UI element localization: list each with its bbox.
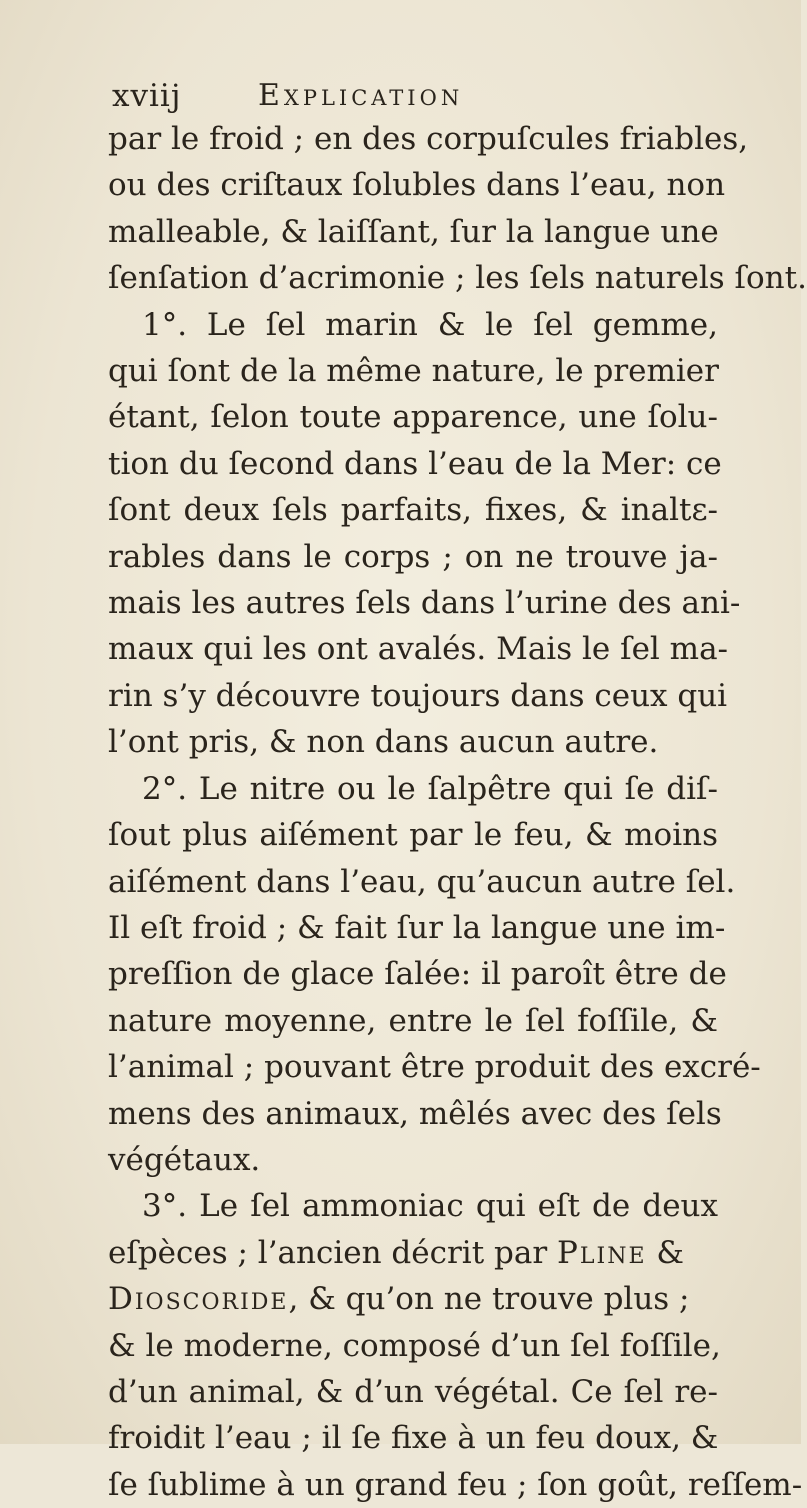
text-line: nature moyenne, entre le ſel foſſile, & (108, 1002, 718, 1039)
text-line: aiſément dans l’eau, qu’aucun autre ſel. (108, 863, 736, 900)
text-line: froidit l’eau ; il ſe fixe à un feu doux, & (108, 1420, 719, 1457)
text-line: 2°. Le nitre ou le ſalpêtre qui ſe diſ- (142, 770, 718, 807)
text-line: qui ſont de la même nature, le premier (108, 353, 719, 390)
text-line (108, 1230, 718, 1276)
text-line: & le moderne, composé d’un ſel foſſile, (108, 1327, 721, 1364)
text-line: maux qui les ont avalés. Mais le ſel ma- (108, 631, 729, 668)
text-line: par le froid ; en des corpuſcules friables, (108, 121, 749, 157)
text-line: 1°. Le ſel marin & le ſel gemme, (142, 306, 718, 343)
page-header (112, 76, 732, 116)
text-line: ſenſation d’acrimonie ; les ſels naturels ſont. (108, 260, 807, 297)
text-line: 3°. Le ſel ammoniac qui eſt de deux (142, 1188, 718, 1225)
text-line: l’ont pris, & non dans aucun autre. (108, 724, 659, 761)
text-fragment: eſpèces ; l’ancien décrit par (108, 1234, 548, 1271)
text-fragment: , & qu’on ne trouve plus ; (288, 1281, 690, 1318)
body-text (108, 116, 807, 1508)
text-line: végétaux. (108, 1141, 261, 1178)
text-line: mais les autres ſels dans l’urine des ani- (108, 585, 741, 622)
text-line: rin s’y découvre toujours dans ceux qui (108, 677, 728, 714)
text-line: l’animal ; pouvant être produit des excré- (108, 1049, 761, 1086)
text-line: ou des criſtaux ſolubles dans l’eau, non (108, 167, 726, 204)
text-line: tion du ſecond dans l’eau de la Mer: ce (108, 445, 722, 482)
text-fragment: & (656, 1234, 684, 1271)
running-title: Explication (258, 78, 464, 113)
text-line: d’un animal, & d’un végétal. Ce ſel re- (108, 1373, 718, 1410)
text-line: malleable, & laiſſant, ſur la langue une (108, 213, 719, 250)
author-name: Pline (557, 1234, 647, 1271)
text-line: ſout plus aiſément par le feu, & moins (108, 817, 718, 854)
text-line: ſont deux ſels parfaits, fixes, & inaltε- (108, 492, 718, 529)
page-number: xviij (112, 78, 182, 114)
text-line: mens des animaux, mêlés avec des ſels (108, 1095, 722, 1132)
text-line: preſſion de glace ſalée: il paroît être de (108, 956, 727, 993)
text-line (108, 1276, 718, 1322)
text-line: Il eſt froid ; & fait ſur la langue une im- (108, 909, 726, 946)
text-line: rables dans le corps ; on ne trouve ja- (108, 538, 718, 575)
text-line: ſe ſublime à un grand feu ; ſon goût, reſſem- (108, 1466, 803, 1503)
text-line: étant, ſelon toute apparence, une ſolu- (108, 399, 718, 436)
author-name: Dioscoride (108, 1281, 289, 1318)
